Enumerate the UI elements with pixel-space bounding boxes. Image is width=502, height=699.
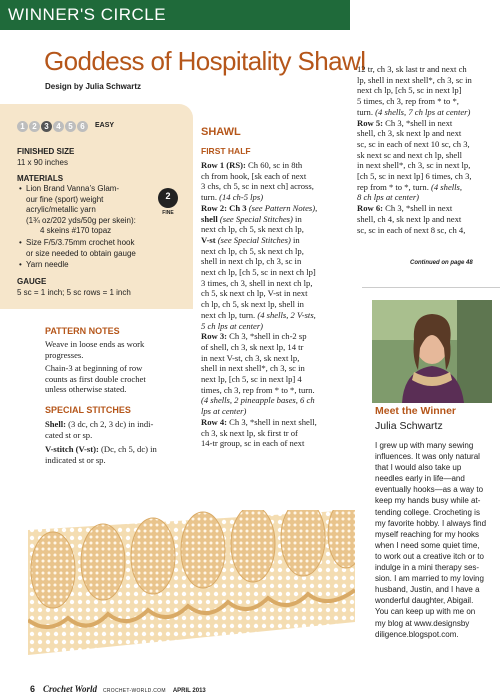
- instruction-line: shell in next shell*, ch 3, sc in: [201, 363, 305, 374]
- designer-byline: Design by Julia Schwartz: [45, 82, 142, 91]
- page-number: 6: [30, 684, 36, 694]
- instruction-line: in next shell*, ch 3, sc in next lp,: [357, 160, 471, 171]
- magazine-url: CROCHET-WORLD.COM: [102, 688, 166, 694]
- pattern-notes-line: Chain-3 at beginning of row: [45, 363, 143, 373]
- instruction-line: next ch lp, [ch 5, sc in next ch lp]: [201, 267, 316, 277]
- materials-line: (1¾ oz/202 yds/50g per skein):: [26, 215, 136, 225]
- bullet-icon: •: [19, 260, 22, 269]
- materials-line: Yarn needle: [26, 260, 69, 269]
- bio-line: sion. I am married to my loving: [375, 574, 484, 584]
- bio-line: to work out a creative itch or to: [375, 551, 484, 561]
- bio-line: when I need some quiet time,: [375, 540, 480, 550]
- shawl-heading: SHAWL: [201, 126, 241, 138]
- instruction-line: ch lp, ch 5, sk next lp, shell in: [201, 299, 304, 310]
- materials-line: our fine (sport) weight: [26, 194, 104, 204]
- definition: (3 dc, ch 2, 3 dc) in indi-: [66, 419, 154, 429]
- skill-dot: 1: [17, 121, 28, 132]
- special-stitch-shell: [45, 419, 153, 430]
- instruction-line: next ch lp, [ch 5, sc in next lp]: [357, 85, 462, 96]
- instruction-line: 14-tr group, sc in each of next: [201, 438, 305, 449]
- pattern-notes-line: counts as first double crochet: [45, 373, 146, 384]
- bullet-icon: •: [19, 238, 22, 247]
- instruction-line: ch 3, sk next lp, sk first tr of: [201, 427, 298, 438]
- instruction-line: in next V-st, ch 3, sk next lp,: [201, 352, 300, 363]
- pattern-notes-line: Weave in loose ends as work: [45, 339, 145, 349]
- yarn-weight-number: 2: [165, 191, 171, 201]
- finished-size-heading: FINISHED SIZE: [17, 147, 75, 156]
- yarn-weight-icon: [158, 188, 178, 208]
- skill-dot: 6: [77, 121, 88, 132]
- materials-heading: MATERIALS: [17, 174, 64, 183]
- instruction-line: Row 5: Ch 3, *shell in next: [357, 117, 453, 128]
- materials-line: or size needed to obtain gauge: [26, 248, 136, 258]
- instruction-line: next ch lp, ch 5, sk next ch lp,: [201, 245, 304, 256]
- instruction-line: (4 shells, 2 pineapple bases, 6 ch: [201, 395, 315, 406]
- issue-date: APRIL 2013: [172, 688, 206, 694]
- bio-line: myself reaching for my hooks: [375, 529, 480, 539]
- instruction-line: 3 times, ch 3, shell in next ch lp,: [201, 277, 313, 288]
- winner-name: Julia Schwartz: [375, 420, 443, 432]
- special-stitches-heading: SPECIAL STITCHES: [45, 405, 131, 415]
- instruction-line: shell, ch 3, sk next lp and next: [357, 128, 462, 139]
- instruction-line: shell (see Special Stitches) in: [201, 213, 302, 224]
- pattern-notes-line: unless otherwise stated.: [45, 384, 127, 395]
- bio-line: indulge in a mini therapy ses-: [375, 563, 480, 573]
- instruction-line: Row 4: Ch 3, *shell in next shell,: [201, 416, 317, 427]
- special-stitch-line: indicated st or sp.: [45, 454, 106, 465]
- gauge-heading: GAUGE: [17, 277, 47, 286]
- meet-the-winner-heading: Meet the Winner: [375, 405, 456, 417]
- bio-line: keep my hands busy while at-: [375, 496, 481, 506]
- pattern-title: Goddess of Hospitality Shawl: [44, 46, 366, 76]
- magazine-name: Crochet World: [43, 684, 97, 694]
- instruction-line: lp, shell in next shell*, ch 3, sc in: [357, 74, 472, 85]
- instruction-line: rep from * to *, turn. (4 shells,: [357, 181, 463, 192]
- skill-dot-active: 3: [41, 121, 52, 132]
- instruction-line: ch from hook, [sk each of next: [201, 170, 307, 181]
- bio-line: influences. It was only natural: [375, 452, 480, 462]
- instruction-line: Row 3: Ch 3, *shell in ch-2 sp: [201, 331, 307, 342]
- materials-line: acrylic/metallic yarn: [26, 205, 96, 214]
- skill-dot: 2: [29, 121, 40, 132]
- continued-note: Continued on page 48: [410, 260, 473, 266]
- bio-line: my blog at www.designsby: [375, 618, 470, 628]
- finished-size-value: 11 x 90 inches: [17, 158, 68, 167]
- gauge-value: 5 sc = 1 inch; 5 sc rows = 1 inch: [17, 288, 131, 297]
- bio-line: I grew up with many sewing: [375, 441, 474, 450]
- winner-bio: [375, 440, 493, 640]
- bio-line: tending college. Crocheting is: [375, 507, 480, 517]
- instruction-line: V-st (see Special Stitches) in: [201, 234, 300, 245]
- instruction-line: Row 6: Ch 3, *shell in next: [357, 203, 453, 214]
- bio-line: diligence.blogspot.com.: [375, 629, 459, 639]
- bio-line: that I would also take up: [375, 463, 462, 473]
- skill-dot: 4: [53, 121, 64, 132]
- banner-text: WINNER'S CIRCLE: [8, 5, 167, 24]
- yarn-weight-label: FINE: [162, 210, 174, 216]
- instruction-line: next ch lp, turn. (4 shells, 2 V-sts,: [201, 309, 316, 320]
- instruction-line: sk next sc and next ch lp, shell: [357, 149, 463, 160]
- pattern-notes-line: progresses.: [45, 349, 84, 360]
- skill-dot: 5: [65, 121, 76, 132]
- instruction-line: times, ch 3, rep from * to *, turn.: [201, 384, 315, 395]
- instruction-line: shell in next ch lp, ch 3, sc in: [201, 256, 302, 267]
- materials-line: Size F/5/3.75mm crochet hook: [26, 238, 135, 247]
- instruction-line: lps at center): [201, 406, 247, 417]
- instruction-line: Row 2: Ch 3 (see Pattern Notes),: [201, 202, 318, 213]
- instruction-line: sc, sc in each of next 10 sc, ch 3,: [357, 138, 470, 149]
- instruction-line: 12 tr, ch 3, sk last tr and next ch: [357, 64, 467, 74]
- instruction-line: [ch 5, sc in next lp] 6 times, ch 3,: [357, 171, 472, 181]
- instruction-line: of shell, ch 3, sk next lp, 14 tr: [201, 341, 304, 352]
- shawl-photo: [28, 510, 355, 655]
- instruction-line: sc, sc in each of next 8 sc, ch 4,: [357, 224, 466, 235]
- pattern-notes-heading: PATTERN NOTES: [45, 326, 120, 336]
- instruction-line: shell, ch 4, sk next lp and next: [357, 213, 462, 224]
- winner-photo: [372, 300, 492, 403]
- instruction-line: next ch lp, ch 5, sk next ch lp,: [201, 224, 304, 235]
- instruction-line: turn. (14 ch-5 lps): [201, 192, 264, 203]
- term: V-stitch (V-st):: [45, 444, 99, 454]
- skill-label: EASY: [95, 122, 115, 129]
- bio-line: my favorite hobby. I always find: [375, 518, 487, 528]
- first-half-heading: FIRST HALF: [201, 146, 251, 156]
- instruction-line: turn. (4 shells, 7 ch lps at center): [357, 106, 471, 117]
- instruction-line: 8 ch lps at center): [357, 192, 420, 203]
- instruction-line: ch 5, sk next ch lp, V-st in next: [201, 288, 308, 299]
- section-banner: [0, 0, 350, 30]
- bullet-icon: •: [19, 184, 22, 193]
- bio-line: You can keep up with me on: [375, 607, 476, 617]
- bio-line: eventually hooks—as a way to: [375, 485, 484, 495]
- materials-line: 4 skeins #170 topaz: [40, 226, 112, 235]
- term: Shell:: [45, 419, 67, 429]
- instruction-line: 5 times, ch 3, rep from * to *,: [357, 96, 459, 107]
- definition: (Dc, ch 5, dc) in: [98, 444, 157, 454]
- bio-line: husband, Justin, and I have a: [375, 585, 480, 595]
- special-stitch-line: cated st or sp.: [45, 429, 93, 440]
- bio-line: needles early in life—and: [375, 474, 465, 484]
- instruction-line: next lp, [ch 5, sc in next lp] 4: [201, 374, 302, 384]
- special-stitch-vst: [45, 444, 157, 455]
- instruction-line: 5 ch lps at center): [201, 320, 264, 331]
- page-footer: [30, 684, 206, 694]
- instruction-line: Row 1 (RS): Ch 60, sc in 8th: [201, 160, 303, 170]
- bio-line: wonderful daughter, Abigail.: [375, 596, 474, 606]
- materials-line: Lion Brand Vanna’s Glam-: [26, 184, 120, 193]
- instruction-line: 3 chs, ch 5, sc in next ch] across,: [201, 181, 314, 192]
